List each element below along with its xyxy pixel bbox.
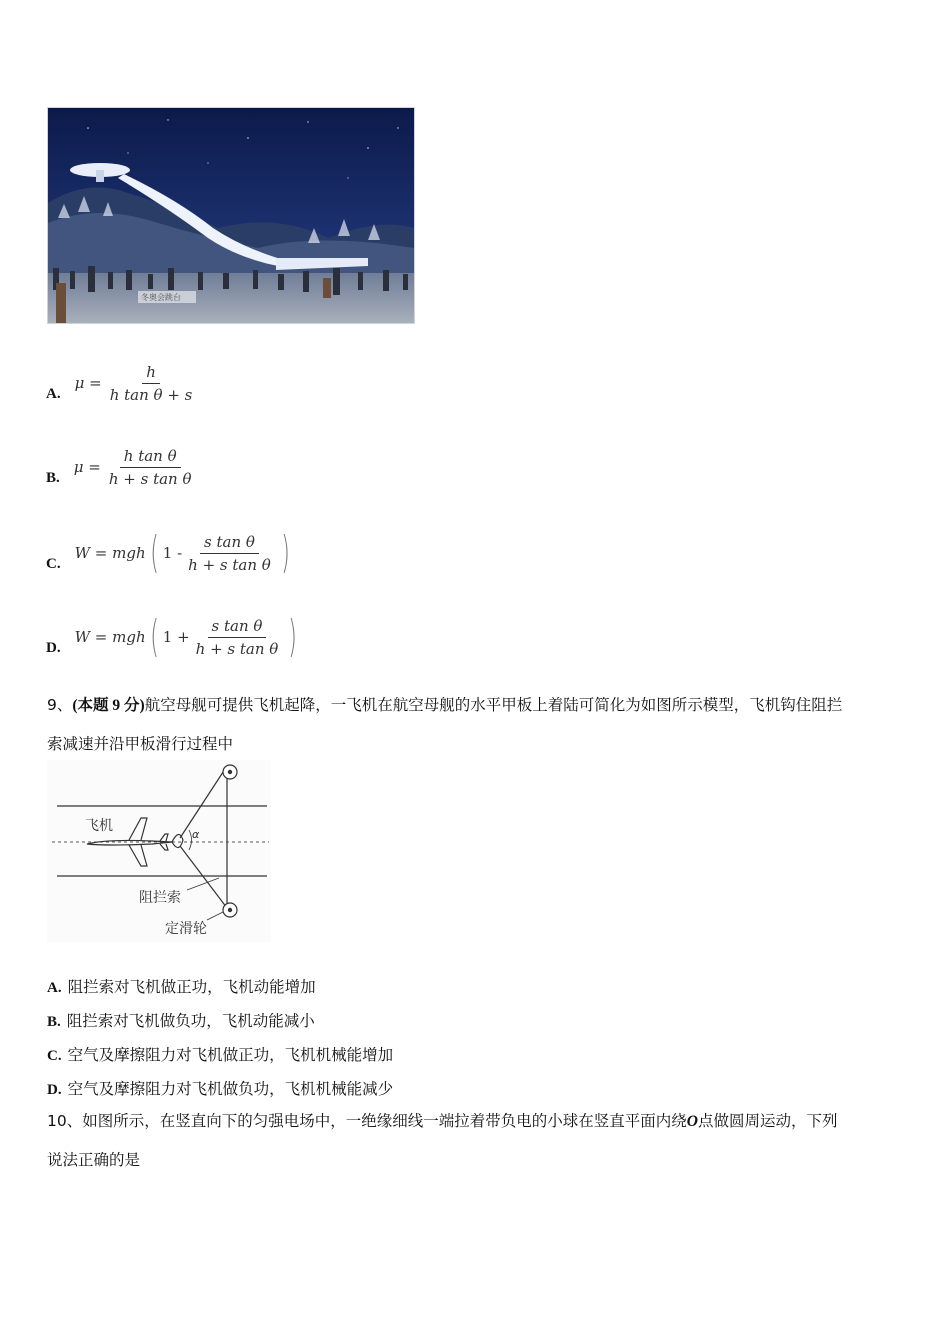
numerator: h — [142, 363, 160, 384]
left-paren: ( — [149, 611, 159, 662]
option-letter: A. — [47, 980, 62, 996]
formula-lhs: W = mgh — [74, 544, 146, 562]
right-paren: ) — [281, 527, 290, 578]
denominator: h tan θ + s — [109, 385, 193, 404]
question-text: 如图所示，在竖直向下的匀强电场中，一绝缘细线一端拉着带负电的小球在竖直平面内绕 — [82, 1112, 687, 1130]
option-letter: B. — [47, 1014, 61, 1030]
question-9-line-1 — [47, 686, 917, 725]
formula-lhs: μ = — [73, 458, 101, 476]
q9-option-c[interactable] — [47, 1043, 393, 1065]
left-paren: ( — [149, 527, 159, 578]
option-text: 阻拦索对飞机做负功，飞机动能减小 — [66, 1012, 315, 1030]
formula-lhs: W = mgh — [74, 628, 146, 646]
formula-lead: 1 - — [162, 544, 183, 562]
point-o: O — [686, 1113, 698, 1130]
denominator: h + s tan θ — [188, 555, 271, 574]
question-text: 航空母舰可提供飞机起降，一飞机在航空母舰的水平甲板上着陆可简化为如图所示模型，飞机钩住阻拦 — [144, 696, 843, 714]
option-a[interactable] — [46, 358, 198, 408]
fraction — [106, 363, 197, 404]
formula-lhs: μ = — [74, 374, 102, 392]
question-9-stem — [47, 686, 917, 763]
option-d[interactable] — [46, 611, 302, 663]
pulley-label: 定滑轮 — [165, 921, 207, 937]
option-text: 空气及摩擦阻力对飞机做负功，飞机机械能减少 — [67, 1080, 394, 1098]
cable-upper — [180, 766, 227, 838]
ski-jump-photo — [47, 107, 415, 324]
fraction — [192, 617, 283, 658]
question-number: 9、 — [47, 696, 73, 714]
q9-option-d[interactable] — [47, 1077, 393, 1099]
q9-option-a[interactable] — [47, 975, 316, 997]
option-text: 阻拦索对飞机做正功，飞机动能增加 — [67, 978, 316, 996]
denominator: h + s tan θ — [108, 469, 192, 488]
question-10-line-2: 说法正确的是 — [47, 1151, 141, 1169]
question-10-line-1 — [47, 1102, 917, 1141]
right-paren: ) — [288, 611, 298, 662]
option-text: 空气及摩擦阻力对飞机做正功，飞机机械能增加 — [67, 1046, 394, 1064]
option-letter: A. — [46, 385, 61, 402]
option-letter: D. — [46, 639, 61, 656]
option-letter: D. — [47, 1082, 62, 1098]
question-number: 10、 — [47, 1112, 83, 1130]
question-10-stem — [47, 1102, 917, 1179]
question-text-cont: 点做圆周运动，下列 — [697, 1112, 838, 1130]
carrier-arresting-diagram — [47, 760, 271, 942]
angle-label: α — [192, 828, 200, 841]
q9-option-b[interactable] — [47, 1009, 315, 1031]
option-letter: C. — [47, 1048, 62, 1064]
cable-lower — [180, 846, 227, 908]
photo-caption: 冬奥会跳台 — [141, 293, 181, 302]
numerator: h tan θ — [120, 447, 181, 468]
numerator: s tan θ — [208, 617, 267, 638]
plane-label: 飞机 — [85, 818, 113, 834]
fraction — [184, 533, 275, 574]
question-score: (本题 9 分) — [72, 697, 145, 714]
formula-lead: 1 + — [162, 628, 190, 646]
cable-label: 阻拦索 — [139, 890, 181, 906]
option-letter: C. — [46, 555, 61, 572]
option-c[interactable] — [46, 527, 294, 579]
option-letter: B. — [46, 469, 60, 486]
option-b[interactable] — [46, 442, 198, 492]
question-9-line-2: 索减速并沿甲板滑行过程中 — [47, 735, 234, 753]
denominator: h + s tan θ — [195, 639, 279, 658]
fraction — [105, 447, 196, 488]
numerator: s tan θ — [200, 533, 259, 554]
